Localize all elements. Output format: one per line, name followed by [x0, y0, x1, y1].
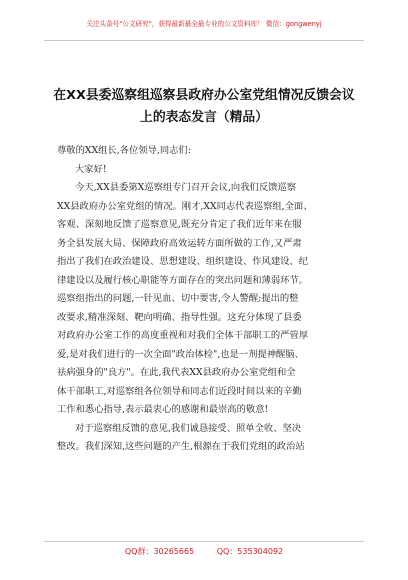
title-line-1: 在XX县委巡察组巡察县政府办公室党组情况反馈会议 — [53, 88, 355, 103]
paragraph-line: 对于巡察组反馈的意见,我们诚恳接受、照单全收、坚决 — [75, 422, 302, 434]
footer-divider — [44, 541, 364, 542]
paragraph-line: XX县政府办公室党组的情况。刚才,XX同志代表巡察组,全面、 — [57, 200, 313, 212]
paragraph-line: 对政府办公室工作的高度重视和对我们全体干部职工的严管厚 — [57, 330, 309, 341]
paragraph-line: 客观、深刻地反馈了巡察意见,既充分肯定了我们近年来在服 — [57, 219, 302, 230]
header-divider — [44, 40, 364, 41]
paragraph-line: 爱,是对我们进行的一次全面"政治体检",也是一剂提神醒脑、 — [57, 348, 304, 360]
footer-qq-group: QQ群：30265665 — [124, 547, 195, 556]
paragraph-line: 祛病强身的"良方"。在此,我代表XX县政府办公室党组和全 — [57, 367, 296, 378]
paragraph-3 — [57, 420, 353, 457]
greeting: 大家好! — [75, 163, 107, 175]
paragraph-line: 今天,XX县委第X巡察组专门召开会议,向我们反馈巡察 — [75, 182, 297, 193]
title-line-2: 上的表态发言（精品） — [140, 110, 268, 125]
paragraph-1 — [57, 179, 353, 290]
footer — [0, 546, 408, 557]
document-title — [30, 85, 378, 129]
salutation: 尊敬的XX组长,各位领导,同志们: — [57, 145, 191, 156]
paragraph-line: 巡察组指出的问题,一针见血、切中要害,令人警醒;提出的整 — [57, 293, 299, 304]
paragraph-line: 指出了我们在政治建设、思想建设、组织建设、作风建设、纪 — [57, 256, 309, 267]
paragraph-line: 律建设以及履行核心职能等方面存在的突出问题和薄弱环节。 — [57, 274, 309, 286]
paragraph-line: 改要求,精准深刻、靶向明确、指导性强。这充分体现了县委 — [57, 311, 302, 323]
paragraph-line: 体干部职工,对巡察组各位领导和同志们近段时间以来的辛勤 — [57, 385, 302, 397]
footer-qq: QQ：535304092 — [216, 547, 284, 556]
paragraph-line: 整改。我们深知,这些问题的产生,根源在于我们党组的政治站 — [57, 441, 305, 452]
paragraph-line: 工作和悉心指导,表示最衷心的感谢和最崇高的敬意! — [57, 404, 269, 415]
header-banner: 关注头条号"公文研究"，获得最新最全最专业的公文资料库！ 微信：gongwenyj — [86, 20, 322, 28]
document-body — [57, 142, 353, 457]
paragraph-2 — [57, 290, 353, 420]
paragraph-line: 务全县发展大局、保障政府高效运转方面所做的工作,又严肃 — [57, 237, 302, 249]
